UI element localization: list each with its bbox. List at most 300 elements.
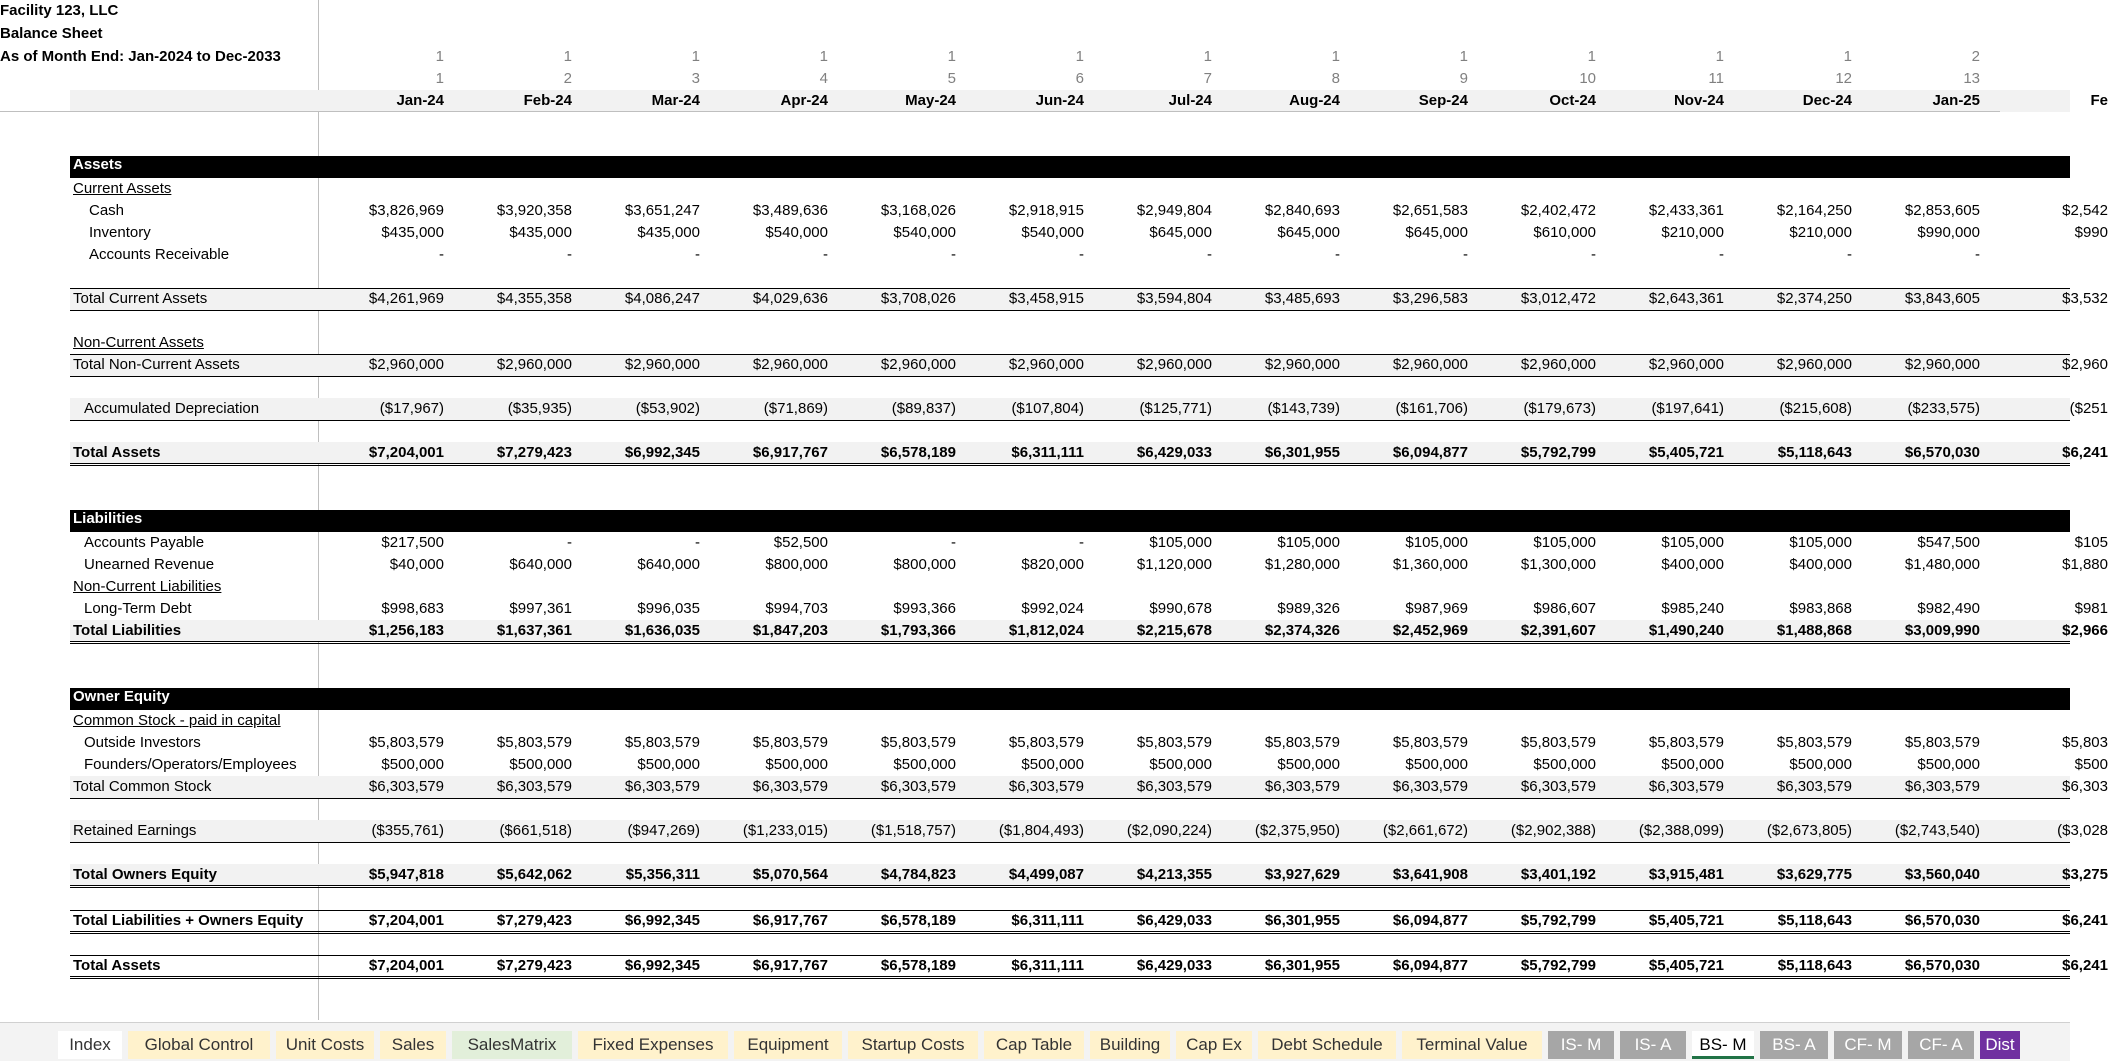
value-cell[interactable]: Jan-24 bbox=[396, 92, 444, 109]
value-cell[interactable]: $1,360,000 bbox=[1392, 556, 1468, 573]
value-cell[interactable]: 1 bbox=[691, 48, 700, 65]
value-cell[interactable]: $435,000 bbox=[509, 224, 572, 241]
value-cell[interactable]: $6,241 bbox=[2062, 957, 2108, 974]
sheet-tab[interactable]: Equipment bbox=[734, 1031, 842, 1059]
value-cell[interactable]: $6,303,579 bbox=[752, 778, 828, 795]
value-cell[interactable]: $6,429,033 bbox=[1136, 912, 1212, 929]
value-cell[interactable]: $3,401,192 bbox=[1520, 866, 1596, 883]
value-cell[interactable]: $6,241 bbox=[2062, 912, 2108, 929]
value-cell[interactable]: $985,240 bbox=[1661, 600, 1724, 617]
value-cell[interactable]: $2,840,693 bbox=[1264, 202, 1340, 219]
value-cell[interactable]: $2,960,000 bbox=[1648, 356, 1724, 373]
value-cell[interactable]: Jul-24 bbox=[1168, 92, 1212, 109]
value-cell[interactable]: $400,000 bbox=[1661, 556, 1724, 573]
value-cell[interactable]: Fe bbox=[2090, 92, 2108, 109]
value-cell[interactable]: 12 bbox=[1835, 70, 1852, 87]
value-cell[interactable]: Oct-24 bbox=[1549, 92, 1596, 109]
value-cell[interactable]: $800,000 bbox=[893, 556, 956, 573]
value-cell[interactable]: $7,279,423 bbox=[496, 444, 572, 461]
value-cell[interactable]: $1,280,000 bbox=[1264, 556, 1340, 573]
value-cell[interactable]: - bbox=[823, 246, 828, 263]
value-cell[interactable]: $6,578,189 bbox=[880, 912, 956, 929]
value-cell[interactable]: ($2,902,388) bbox=[1510, 822, 1596, 839]
value-cell[interactable]: - bbox=[439, 246, 444, 263]
value-cell[interactable]: $500,000 bbox=[1533, 756, 1596, 773]
value-cell[interactable]: $4,086,247 bbox=[624, 290, 700, 307]
sheet-tab[interactable]: Building bbox=[1090, 1031, 1170, 1059]
value-cell[interactable]: $1,812,024 bbox=[1008, 622, 1084, 639]
value-cell[interactable]: $7,279,423 bbox=[496, 912, 572, 929]
value-cell[interactable]: 1 bbox=[435, 48, 444, 65]
value-cell[interactable]: 5 bbox=[947, 70, 956, 87]
value-cell[interactable]: $5,803,579 bbox=[368, 734, 444, 751]
value-cell[interactable]: $6,094,877 bbox=[1392, 912, 1468, 929]
value-cell[interactable]: $6,917,767 bbox=[752, 912, 828, 929]
value-cell[interactable]: - bbox=[1207, 246, 1212, 263]
value-cell[interactable]: $645,000 bbox=[1405, 224, 1468, 241]
value-cell[interactable]: $2,960,000 bbox=[880, 356, 956, 373]
value-cell[interactable]: $3,920,358 bbox=[496, 202, 572, 219]
value-cell[interactable]: ($1,233,015) bbox=[742, 822, 828, 839]
value-cell[interactable]: $1,637,361 bbox=[496, 622, 572, 639]
value-cell[interactable]: $4,355,358 bbox=[496, 290, 572, 307]
value-cell[interactable]: $6,992,345 bbox=[624, 957, 700, 974]
value-cell[interactable]: $2,960,000 bbox=[752, 356, 828, 373]
value-cell[interactable]: $800,000 bbox=[765, 556, 828, 573]
value-cell[interactable]: $5,803,579 bbox=[1008, 734, 1084, 751]
value-cell[interactable]: $1,300,000 bbox=[1520, 556, 1596, 573]
value-cell[interactable]: ($2,388,099) bbox=[1638, 822, 1724, 839]
value-cell[interactable]: 4 bbox=[819, 70, 828, 87]
value-cell[interactable]: $3,594,804 bbox=[1136, 290, 1212, 307]
value-cell[interactable]: ($233,575) bbox=[1907, 400, 1980, 417]
value-cell[interactable]: $6,992,345 bbox=[624, 444, 700, 461]
value-cell[interactable]: $6,241 bbox=[2062, 444, 2108, 461]
value-cell[interactable]: 9 bbox=[1459, 70, 1468, 87]
value-cell[interactable]: $1,793,366 bbox=[880, 622, 956, 639]
value-cell[interactable]: $6,303,579 bbox=[1648, 778, 1724, 795]
value-cell[interactable]: $500,000 bbox=[765, 756, 828, 773]
value-cell[interactable]: $6,303,579 bbox=[624, 778, 700, 795]
value-cell[interactable]: $6,303,579 bbox=[368, 778, 444, 795]
value-cell[interactable]: $6,301,955 bbox=[1264, 957, 1340, 974]
value-cell[interactable]: $6,303,579 bbox=[496, 778, 572, 795]
value-cell[interactable]: ($2,090,224) bbox=[1126, 822, 1212, 839]
value-cell[interactable]: $5,803,579 bbox=[1520, 734, 1596, 751]
value-cell[interactable]: $2,949,804 bbox=[1136, 202, 1212, 219]
value-cell[interactable]: $2,391,607 bbox=[1520, 622, 1596, 639]
value-cell[interactable]: $500 bbox=[2074, 756, 2108, 773]
value-cell[interactable]: ($107,804) bbox=[1011, 400, 1084, 417]
value-cell[interactable]: ($143,739) bbox=[1267, 400, 1340, 417]
value-cell[interactable]: $6,303 bbox=[2062, 778, 2108, 795]
sheet-tab[interactable]: Terminal Value bbox=[1402, 1031, 1542, 1059]
value-cell[interactable]: 1 bbox=[819, 48, 828, 65]
value-cell[interactable]: $4,784,823 bbox=[880, 866, 956, 883]
value-cell[interactable]: ($947,269) bbox=[627, 822, 700, 839]
sheet-tab[interactable]: Index bbox=[58, 1031, 122, 1059]
value-cell[interactable]: $640,000 bbox=[637, 556, 700, 573]
sheet-tab[interactable]: BS- M bbox=[1692, 1031, 1754, 1059]
sheet-tab[interactable]: CF- A bbox=[1908, 1031, 1974, 1059]
value-cell[interactable]: $4,029,636 bbox=[752, 290, 828, 307]
value-cell[interactable]: $3,168,026 bbox=[880, 202, 956, 219]
value-cell[interactable]: $500,000 bbox=[509, 756, 572, 773]
value-cell[interactable]: $2,853,605 bbox=[1904, 202, 1980, 219]
value-cell[interactable]: $2,960,000 bbox=[1776, 356, 1852, 373]
value-cell[interactable]: Apr-24 bbox=[780, 92, 828, 109]
value-cell[interactable]: $400,000 bbox=[1789, 556, 1852, 573]
value-cell[interactable]: $2,960,000 bbox=[1008, 356, 1084, 373]
value-cell[interactable] bbox=[1980, 68, 2108, 90]
sheet-tab[interactable]: Startup Costs bbox=[848, 1031, 978, 1059]
value-cell[interactable]: $5,803,579 bbox=[1392, 734, 1468, 751]
value-cell[interactable]: $210,000 bbox=[1661, 224, 1724, 241]
value-cell[interactable]: $3,843,605 bbox=[1904, 290, 1980, 307]
value-cell[interactable]: $986,607 bbox=[1533, 600, 1596, 617]
value-cell[interactable]: $5,803,579 bbox=[1776, 734, 1852, 751]
value-cell[interactable]: Mar-24 bbox=[651, 92, 700, 109]
value-cell[interactable]: $6,311,111 bbox=[1011, 912, 1084, 929]
value-cell[interactable]: ($179,673) bbox=[1523, 400, 1596, 417]
value-cell[interactable]: $6,578,189 bbox=[880, 444, 956, 461]
value-cell[interactable]: $1,120,000 bbox=[1136, 556, 1212, 573]
value-cell[interactable] bbox=[1980, 244, 2108, 266]
value-cell[interactable]: $5,792,799 bbox=[1520, 444, 1596, 461]
value-cell[interactable]: $645,000 bbox=[1277, 224, 1340, 241]
value-cell[interactable]: ($17,967) bbox=[379, 400, 444, 417]
value-cell[interactable]: $6,303,579 bbox=[1264, 778, 1340, 795]
value-cell[interactable]: $2,433,361 bbox=[1648, 202, 1724, 219]
value-cell[interactable]: $5,947,818 bbox=[368, 866, 444, 883]
value-cell[interactable]: Jan-25 bbox=[1932, 92, 1980, 109]
value-cell[interactable]: ($3,028 bbox=[2057, 822, 2108, 839]
value-cell[interactable]: $6,570,030 bbox=[1904, 957, 1980, 974]
value-cell[interactable] bbox=[1980, 46, 2108, 68]
value-cell[interactable]: $3,927,629 bbox=[1264, 866, 1340, 883]
value-cell[interactable]: $3,915,481 bbox=[1648, 866, 1724, 883]
value-cell[interactable]: 11 bbox=[1708, 70, 1724, 87]
value-cell[interactable]: $990,000 bbox=[1917, 224, 1980, 241]
sheet-tab[interactable]: SalesMatrix bbox=[452, 1031, 572, 1059]
value-cell[interactable]: $4,261,969 bbox=[368, 290, 444, 307]
value-cell[interactable]: 10 bbox=[1579, 70, 1596, 87]
value-cell[interactable]: $2,215,678 bbox=[1136, 622, 1212, 639]
value-cell[interactable]: $1,488,868 bbox=[1776, 622, 1852, 639]
value-cell[interactable]: $4,213,355 bbox=[1136, 866, 1212, 883]
value-cell[interactable]: - bbox=[567, 246, 572, 263]
value-cell[interactable]: 3 bbox=[691, 70, 700, 87]
value-cell[interactable]: $2,960,000 bbox=[368, 356, 444, 373]
value-cell[interactable]: 13 bbox=[1963, 70, 1980, 87]
sheet-tab[interactable]: BS- A bbox=[1760, 1031, 1828, 1059]
value-cell[interactable]: - bbox=[1463, 246, 1468, 263]
value-cell[interactable]: ($89,837) bbox=[891, 400, 956, 417]
value-cell[interactable]: $3,651,247 bbox=[624, 202, 700, 219]
value-cell[interactable]: ($35,935) bbox=[507, 400, 572, 417]
value-cell[interactable]: 1 bbox=[1203, 48, 1212, 65]
value-cell[interactable]: $993,366 bbox=[893, 600, 956, 617]
value-cell[interactable]: - bbox=[1079, 246, 1084, 263]
value-cell[interactable]: $2,452,969 bbox=[1392, 622, 1468, 639]
value-cell[interactable]: $3,560,040 bbox=[1904, 866, 1980, 883]
value-cell[interactable]: $435,000 bbox=[637, 224, 700, 241]
value-cell[interactable]: $5,803,579 bbox=[880, 734, 956, 751]
value-cell[interactable]: - bbox=[695, 246, 700, 263]
value-cell[interactable]: $2,960,000 bbox=[624, 356, 700, 373]
value-cell[interactable]: $6,303,579 bbox=[1776, 778, 1852, 795]
value-cell[interactable]: $6,303,579 bbox=[1136, 778, 1212, 795]
value-cell[interactable]: $2,960,000 bbox=[496, 356, 572, 373]
value-cell[interactable]: $3,708,026 bbox=[880, 290, 956, 307]
value-cell[interactable]: $982,490 bbox=[1917, 600, 1980, 617]
sheet-tab[interactable]: Cap Table bbox=[984, 1031, 1084, 1059]
value-cell[interactable]: Aug-24 bbox=[1289, 92, 1340, 109]
value-cell[interactable]: $1,847,203 bbox=[752, 622, 828, 639]
value-cell[interactable]: 1 bbox=[1843, 48, 1852, 65]
value-cell[interactable]: $3,826,969 bbox=[368, 202, 444, 219]
value-cell[interactable]: $5,070,564 bbox=[752, 866, 828, 883]
value-cell[interactable]: $210,000 bbox=[1789, 224, 1852, 241]
value-cell[interactable]: ($197,641) bbox=[1651, 400, 1724, 417]
value-cell[interactable]: $6,094,877 bbox=[1392, 444, 1468, 461]
value-cell[interactable]: $500,000 bbox=[1149, 756, 1212, 773]
value-cell[interactable]: $540,000 bbox=[1021, 224, 1084, 241]
value-cell[interactable]: $105,000 bbox=[1149, 534, 1212, 551]
sheet-tab[interactable]: IS- A bbox=[1620, 1031, 1686, 1059]
value-cell[interactable]: $5,803,579 bbox=[752, 734, 828, 751]
value-cell[interactable]: $2,402,472 bbox=[1520, 202, 1596, 219]
value-cell[interactable]: $5,803 bbox=[2062, 734, 2108, 751]
value-cell[interactable]: $217,500 bbox=[381, 534, 444, 551]
value-cell[interactable]: $6,570,030 bbox=[1904, 912, 1980, 929]
value-cell[interactable]: - bbox=[1079, 534, 1084, 551]
value-cell[interactable]: $500,000 bbox=[893, 756, 956, 773]
sheet-tab[interactable]: Cap Ex bbox=[1176, 1031, 1252, 1059]
value-cell[interactable]: ($1,518,757) bbox=[870, 822, 956, 839]
value-cell[interactable]: $6,303,579 bbox=[1904, 778, 1980, 795]
value-cell[interactable]: $500,000 bbox=[1917, 756, 1980, 773]
value-cell[interactable]: $992,024 bbox=[1021, 600, 1084, 617]
sheet-tab[interactable]: CF- M bbox=[1834, 1031, 1902, 1059]
value-cell[interactable]: $5,642,062 bbox=[496, 866, 572, 883]
value-cell[interactable]: $2,966 bbox=[2062, 622, 2108, 639]
value-cell[interactable]: Feb-24 bbox=[523, 92, 572, 109]
value-cell[interactable]: $3,275 bbox=[2062, 866, 2108, 883]
value-cell[interactable]: $5,792,799 bbox=[1520, 957, 1596, 974]
value-cell[interactable]: $5,803,579 bbox=[1904, 734, 1980, 751]
value-cell[interactable]: $6,301,955 bbox=[1264, 444, 1340, 461]
value-cell[interactable]: ($661,518) bbox=[499, 822, 572, 839]
value-cell[interactable]: $105,000 bbox=[1277, 534, 1340, 551]
value-cell[interactable]: 1 bbox=[947, 48, 956, 65]
value-cell[interactable]: $6,570,030 bbox=[1904, 444, 1980, 461]
value-cell[interactable]: 7 bbox=[1203, 70, 1212, 87]
sheet-tab[interactable]: IS- M bbox=[1548, 1031, 1614, 1059]
value-cell[interactable]: $435,000 bbox=[381, 224, 444, 241]
value-cell[interactable]: $820,000 bbox=[1021, 556, 1084, 573]
value-cell[interactable]: $5,803,579 bbox=[496, 734, 572, 751]
sheet-tab[interactable]: Dist bbox=[1980, 1031, 2020, 1059]
value-cell[interactable]: $3,641,908 bbox=[1392, 866, 1468, 883]
value-cell[interactable]: $7,204,001 bbox=[368, 912, 444, 929]
value-cell[interactable]: $105,000 bbox=[1789, 534, 1852, 551]
value-cell[interactable]: ($125,771) bbox=[1139, 400, 1212, 417]
value-cell[interactable]: $540,000 bbox=[893, 224, 956, 241]
value-cell[interactable]: ($2,743,540) bbox=[1894, 822, 1980, 839]
value-cell[interactable]: $5,118,643 bbox=[1777, 444, 1852, 461]
value-cell[interactable]: $500,000 bbox=[1405, 756, 1468, 773]
value-cell[interactable]: - bbox=[1719, 246, 1724, 263]
value-cell[interactable]: - bbox=[951, 246, 956, 263]
value-cell[interactable]: 1 bbox=[1459, 48, 1468, 65]
value-cell[interactable]: $5,356,311 bbox=[625, 866, 700, 883]
value-cell[interactable]: - bbox=[1975, 246, 1980, 263]
value-cell[interactable]: $983,868 bbox=[1789, 600, 1852, 617]
value-cell[interactable]: $5,405,721 bbox=[1648, 444, 1724, 461]
value-cell[interactable]: ($71,869) bbox=[763, 400, 828, 417]
value-cell[interactable]: Nov-24 bbox=[1673, 92, 1724, 109]
value-cell[interactable]: $990 bbox=[2074, 224, 2108, 241]
value-cell[interactable]: $987,969 bbox=[1405, 600, 1468, 617]
value-cell[interactable]: $2,651,583 bbox=[1392, 202, 1468, 219]
value-cell[interactable]: $500,000 bbox=[1789, 756, 1852, 773]
value-cell[interactable]: $2,542 bbox=[2062, 202, 2108, 219]
value-cell[interactable]: $994,703 bbox=[765, 600, 828, 617]
value-cell[interactable]: $996,035 bbox=[637, 600, 700, 617]
value-cell[interactable]: $5,792,799 bbox=[1520, 912, 1596, 929]
value-cell[interactable]: ($2,673,805) bbox=[1766, 822, 1852, 839]
value-cell[interactable]: $2,643,361 bbox=[1648, 290, 1724, 307]
value-cell[interactable]: $540,000 bbox=[765, 224, 828, 241]
value-cell[interactable]: 1 bbox=[1331, 48, 1340, 65]
value-cell[interactable]: - bbox=[1591, 246, 1596, 263]
value-cell[interactable]: ($251 bbox=[2069, 400, 2108, 417]
value-cell[interactable]: $3,629,775 bbox=[1776, 866, 1852, 883]
sheet-tab[interactable]: Global Control bbox=[128, 1031, 270, 1059]
value-cell[interactable]: $3,489,636 bbox=[752, 202, 828, 219]
value-cell[interactable]: $6,917,767 bbox=[752, 444, 828, 461]
value-cell[interactable]: $6,311,111 bbox=[1011, 957, 1084, 974]
value-cell[interactable]: $1,480,000 bbox=[1904, 556, 1980, 573]
value-cell[interactable]: $6,303,579 bbox=[1520, 778, 1596, 795]
value-cell[interactable]: $500,000 bbox=[1021, 756, 1084, 773]
value-cell[interactable]: $1,636,035 bbox=[624, 622, 700, 639]
value-cell[interactable]: Jun-24 bbox=[1035, 92, 1084, 109]
value-cell[interactable]: $3,458,915 bbox=[1008, 290, 1084, 307]
value-cell[interactable]: $1,256,183 bbox=[368, 622, 444, 639]
value-cell[interactable]: $6,311,111 bbox=[1011, 444, 1084, 461]
value-cell[interactable]: 1 bbox=[563, 48, 572, 65]
value-cell[interactable]: $5,803,579 bbox=[1136, 734, 1212, 751]
value-cell[interactable]: $5,405,721 bbox=[1648, 957, 1724, 974]
value-cell[interactable]: $6,094,877 bbox=[1392, 957, 1468, 974]
value-cell[interactable]: - bbox=[567, 534, 572, 551]
value-cell[interactable]: $105,000 bbox=[1533, 534, 1596, 551]
value-cell[interactable]: $610,000 bbox=[1533, 224, 1596, 241]
value-cell[interactable]: $5,803,579 bbox=[1264, 734, 1340, 751]
value-cell[interactable]: $2,918,915 bbox=[1008, 202, 1084, 219]
value-cell[interactable]: $5,803,579 bbox=[1648, 734, 1724, 751]
value-cell[interactable]: $6,303,579 bbox=[1392, 778, 1468, 795]
value-cell[interactable]: $7,204,001 bbox=[368, 444, 444, 461]
value-cell[interactable]: - bbox=[1335, 246, 1340, 263]
value-cell[interactable]: $645,000 bbox=[1149, 224, 1212, 241]
value-cell[interactable]: May-24 bbox=[905, 92, 956, 109]
value-cell[interactable]: $6,303,579 bbox=[880, 778, 956, 795]
value-cell[interactable]: 1 bbox=[1075, 48, 1084, 65]
value-cell[interactable]: $5,118,643 bbox=[1777, 957, 1852, 974]
value-cell[interactable]: $7,279,423 bbox=[496, 957, 572, 974]
value-cell[interactable]: ($53,902) bbox=[635, 400, 700, 417]
value-cell[interactable]: $998,683 bbox=[381, 600, 444, 617]
sheet-tab[interactable]: Sales bbox=[380, 1031, 446, 1059]
sheet-tab[interactable]: Fixed Expenses bbox=[578, 1031, 728, 1059]
value-cell[interactable]: $3,012,472 bbox=[1520, 290, 1596, 307]
value-cell[interactable]: $5,803,579 bbox=[624, 734, 700, 751]
sheet-tab[interactable]: Unit Costs bbox=[276, 1031, 374, 1059]
value-cell[interactable]: 1 bbox=[1587, 48, 1596, 65]
value-cell[interactable]: $6,917,767 bbox=[752, 957, 828, 974]
value-cell[interactable]: 8 bbox=[1331, 70, 1340, 87]
value-cell[interactable]: $2,960 bbox=[2062, 356, 2108, 373]
value-cell[interactable]: 1 bbox=[435, 70, 444, 87]
value-cell[interactable]: ($2,661,672) bbox=[1382, 822, 1468, 839]
value-cell[interactable]: $5,118,643 bbox=[1777, 912, 1852, 929]
value-cell[interactable]: $500,000 bbox=[1661, 756, 1724, 773]
value-cell[interactable]: $1,490,240 bbox=[1648, 622, 1724, 639]
value-cell[interactable]: $3,296,583 bbox=[1392, 290, 1468, 307]
value-cell[interactable]: $2,960,000 bbox=[1136, 356, 1212, 373]
value-cell[interactable]: $2,960,000 bbox=[1264, 356, 1340, 373]
value-cell[interactable]: $4,499,087 bbox=[1008, 866, 1084, 883]
value-cell[interactable]: $40,000 bbox=[389, 556, 444, 573]
value-cell[interactable]: $6,301,955 bbox=[1264, 912, 1340, 929]
value-cell[interactable]: $2,374,326 bbox=[1264, 622, 1340, 639]
value-cell[interactable]: 2 bbox=[563, 70, 572, 87]
value-cell[interactable]: $989,326 bbox=[1277, 600, 1340, 617]
value-cell[interactable]: ($355,761) bbox=[371, 822, 444, 839]
value-cell[interactable]: 2 bbox=[1971, 48, 1980, 65]
value-cell[interactable]: $6,303,579 bbox=[1008, 778, 1084, 795]
value-cell[interactable]: $1,880 bbox=[2062, 556, 2108, 573]
value-cell[interactable]: $3,532 bbox=[2062, 290, 2108, 307]
value-cell[interactable]: $3,485,693 bbox=[1264, 290, 1340, 307]
value-cell[interactable]: 6 bbox=[1075, 70, 1084, 87]
value-cell[interactable]: $640,000 bbox=[509, 556, 572, 573]
value-cell[interactable]: $2,960,000 bbox=[1520, 356, 1596, 373]
value-cell[interactable]: $105 bbox=[2074, 534, 2108, 551]
value-cell[interactable]: $6,992,345 bbox=[624, 912, 700, 929]
value-cell[interactable]: $6,429,033 bbox=[1136, 444, 1212, 461]
value-cell[interactable]: ($215,608) bbox=[1779, 400, 1852, 417]
value-cell[interactable]: $2,960,000 bbox=[1904, 356, 1980, 373]
value-cell[interactable]: $990,678 bbox=[1149, 600, 1212, 617]
value-cell[interactable]: ($2,375,950) bbox=[1254, 822, 1340, 839]
value-cell[interactable]: $500,000 bbox=[637, 756, 700, 773]
value-cell[interactable]: $500,000 bbox=[381, 756, 444, 773]
value-cell[interactable]: $3,009,990 bbox=[1904, 622, 1980, 639]
value-cell[interactable]: $500,000 bbox=[1277, 756, 1340, 773]
value-cell[interactable]: Sep-24 bbox=[1418, 92, 1468, 109]
value-cell[interactable]: $6,429,033 bbox=[1136, 957, 1212, 974]
value-cell[interactable]: $105,000 bbox=[1661, 534, 1724, 551]
value-cell[interactable]: $981 bbox=[2074, 600, 2108, 617]
value-cell[interactable]: - bbox=[951, 534, 956, 551]
value-cell[interactable]: ($1,804,493) bbox=[998, 822, 1084, 839]
value-cell[interactable]: $6,578,189 bbox=[880, 957, 956, 974]
sheet-tab[interactable]: Debt Schedule bbox=[1258, 1031, 1396, 1059]
